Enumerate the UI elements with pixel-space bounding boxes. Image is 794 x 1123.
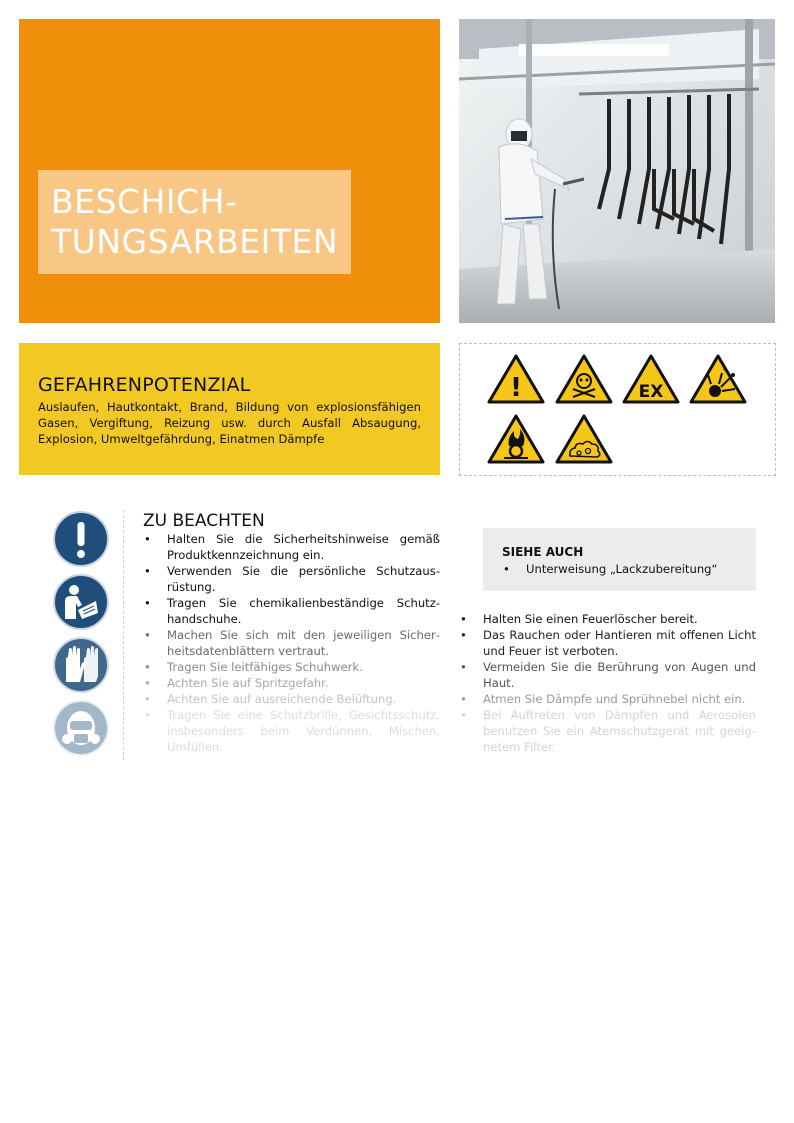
explosive-atmosphere-label: EX [638,382,664,402]
list-item: • Halten Sie einen Feuerlöscher bereit. [459,611,756,627]
list-item: • Machen Sie sich mit den jeweiligen Sicherheitsdatenblättern vertraut. [143,627,440,659]
explosive-substance-icon [689,353,747,405]
mandatory-general-icon [52,510,110,568]
read-instructions-icon [52,573,110,631]
right-notes-list [459,611,756,755]
list-item: • Atmen Sie Dämpfe und Sprühnebel nicht ein. [459,691,756,707]
oxidizing-icon [487,413,545,465]
coating-booth-photo [459,19,775,323]
title-box [38,170,351,274]
page-title [51,182,338,262]
list-item: • Verwenden Sie die persönliche Schutzausrüstung. [143,563,440,595]
title-line-2: TUNGSARBEITEN [51,222,339,261]
column-divider [123,510,124,760]
title-line-1: BESCHICH- [51,182,238,221]
list-item: • Bei Auftreten von Dämpfen und Aerosolen benutzen Sie ein Atemschutzgerät mit geeignetem Filter. [459,707,756,755]
hazard-panel [19,343,440,475]
list-item: • Achten Sie auf Spritzgefahr. [143,675,440,691]
see-also-item[interactable]: • Unterweisung „Lackzubereitung“ [502,561,742,577]
list-item: • Vermeiden Sie die Berührung von Augen und Haut. [459,659,756,691]
list-item: • Achten Sie auf ausreichende Belüftung. [143,691,440,707]
gloves-icon [52,636,110,694]
warning-signs-panel [459,343,776,476]
notes-heading: ZU BEACHTEN [143,511,265,531]
see-also-list [502,561,742,577]
list-item: • Halten Sie die Sicherheitshinweise gemäß Produktkennzeichnung ein. [143,531,440,563]
respirator-icon [52,699,110,757]
photo-illustration [459,19,775,323]
environmental-hazard-icon [555,413,613,465]
list-item: • Das Rauchen oder Hantieren mit offenen Licht und Feuer ist verboten. [459,627,756,659]
list-item: • Tragen Sie leitfähiges Schuhwerk. [143,659,440,675]
see-also-box [483,528,756,591]
hazard-heading: GEFAHRENPOTENZIAL [38,374,251,396]
title-panel [19,19,440,323]
general-warning-icon [487,353,545,405]
see-also-heading: SIEHE AUCH [502,545,584,559]
list-item: • Tragen Sie chemikalienbeständige Schutzhandschuhe. [143,595,440,627]
general-warning-symbol: ! [510,373,522,403]
notes-list [143,531,440,755]
hazard-description: Auslaufen, Hautkontakt, Brand, Bildung von explosionsfähigen Gasen, Vergiftung, Reizung usw. durch Ausfall Absaugung, Explosion, Umweltgefährdung, Einatmen Dämpfe [38,400,421,446]
explosive-atmosphere-icon [622,353,680,405]
list-item: • Tragen Sie eine Schutzbrille, Gesichtsschutz, insbesonders beim Verdünnen, Mischen, Umfüllen. [143,707,440,755]
toxic-icon [555,353,613,405]
